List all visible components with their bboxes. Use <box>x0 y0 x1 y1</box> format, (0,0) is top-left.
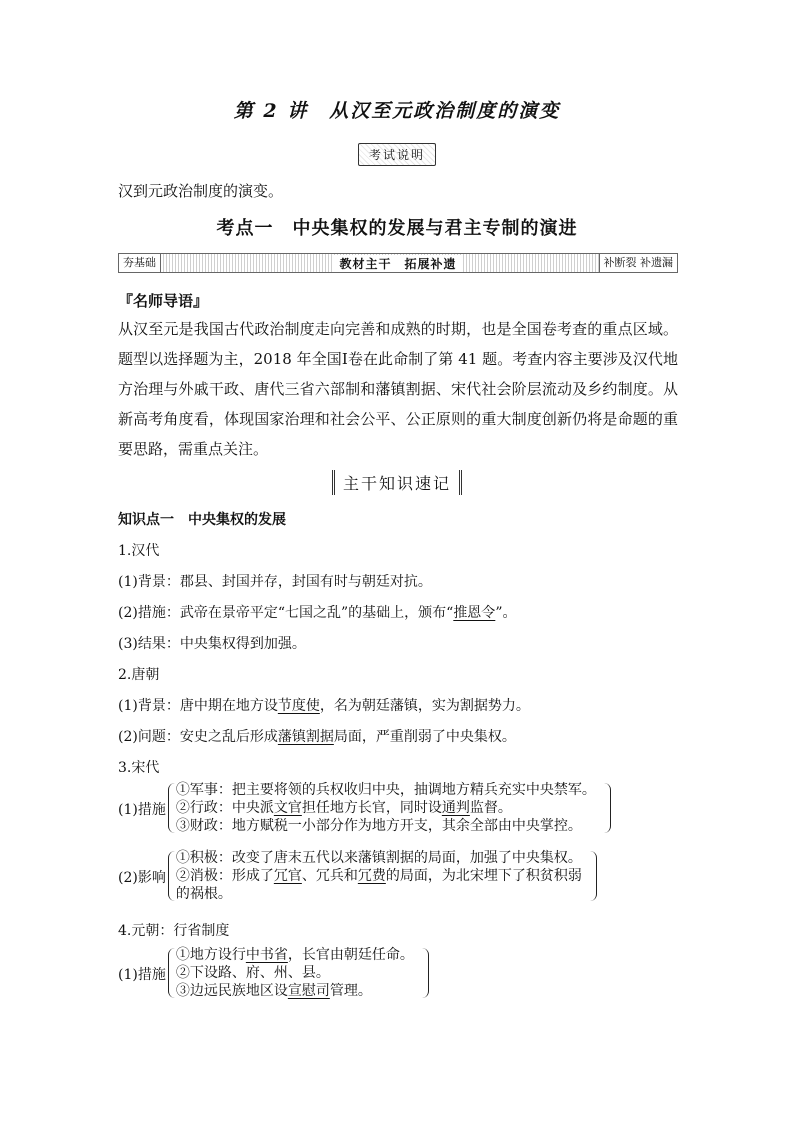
yuan-measures-list <box>176 946 422 1000</box>
tang-heading: 2.唐朝 <box>118 667 160 683</box>
song-measure-military: ①军事：把主要将领的兵权收归中央，抽调地方精兵充实中央禁军。 <box>175 782 596 798</box>
song-m2-text-c: 监督。 <box>469 800 512 816</box>
tang-problem <box>118 726 516 746</box>
tang-bg-text-b: ，名为朝廷藩镇，实为割据势力。 <box>319 698 530 714</box>
han-measures <box>118 602 516 622</box>
yuan-measure-2: ②下设路、府、州、县。 <box>175 965 330 981</box>
han-heading: 1.汉代 <box>118 543 160 559</box>
yuan-heading: 4.元朝：行省制度 <box>118 923 230 939</box>
song-m2-key-2: 通判 <box>441 800 470 816</box>
yuan-measures-block <box>118 946 429 1000</box>
song-i2-text-b: 、冗兵和 <box>301 868 358 884</box>
song-measures-block <box>118 781 611 835</box>
tang-problem-text-b: 局面，严重削弱了中央集权。 <box>333 729 516 745</box>
song-i2-key-2: 冗费 <box>357 868 386 884</box>
song-impact-positive: ①积极：改变了唐末五代以来藩镇割据的局面，加强了中央集权。 <box>175 850 582 866</box>
song-impact-list <box>176 849 590 903</box>
yuan-m3-text-a: ③边远民族地区设 <box>175 983 288 999</box>
song-i2-text-c: 的局面，为北宋埋下了积贫积弱 <box>385 868 582 884</box>
yuan-m1-text-b: ，长官由朝廷任命。 <box>287 947 414 963</box>
yuan-measure-1 <box>176 946 414 964</box>
han-measures-key: 推恩令 <box>453 605 496 621</box>
tang-background <box>118 695 530 715</box>
banner-left-label: 夯基础 <box>119 254 161 272</box>
song-i2-text-a: ②消极：形成了 <box>175 868 274 884</box>
song-m2-text-a: ②行政：中央派 <box>175 800 274 816</box>
song-impact-label: (2)影响 <box>118 870 166 886</box>
song-impact-negative-cont: 的祸根。 <box>175 886 232 902</box>
left-brace <box>168 948 175 998</box>
badge-wrap <box>0 143 794 166</box>
song-impact-block <box>118 849 597 903</box>
left-brace <box>168 783 175 833</box>
exam-description-badge: 考试说明 <box>358 143 436 166</box>
right-brace <box>422 948 429 998</box>
yuan-m1-key: 中书省 <box>245 947 288 963</box>
yuan-m3-text-b: 管理。 <box>329 983 372 999</box>
guide-paragraph: 从汉至元是我国古代政治制度走向完善和成熟的时期，也是全国卷考查的重点区域。题型以选择题为主，2018 年全国Ⅰ卷在此命制了第 41 题。考查内容主要涉及汉代地方治理与外戚干政、唐代三省六部制和藩镇割据、宋代社会阶层流动及乡约制度。从新高考角度看，体现国家治理和社会公平、公正原则的重大制度创新仍将是命题的重要思路，需重点关注。 <box>118 320 678 458</box>
left-brace <box>168 851 175 901</box>
yuan-m1-text-a: ①地方设行 <box>175 947 246 963</box>
song-measure-finance: ③财政：地方赋税一小部分作为地方开支，其余全部由中央掌控。 <box>175 818 582 834</box>
yuan-measures-label: (1)措施 <box>118 967 166 983</box>
song-heading: 3.宋代 <box>118 760 160 776</box>
sub-banner-wrap <box>0 470 794 495</box>
knowledge-point-title: 知识点一 中央集权的发展 <box>118 512 286 528</box>
intro-text: 汉到元政治制度的演变。 <box>118 182 284 200</box>
banner-middle-label: 教材主干 拓展补遗 <box>333 255 462 272</box>
song-m2-key-1: 文官 <box>273 800 302 816</box>
song-measures-list <box>176 781 604 835</box>
tang-problem-text-a: (2)问题：安史之乱后形成 <box>118 729 278 745</box>
section-title: 考点一 中央集权的发展与君主专制的演进 <box>216 218 578 239</box>
song-m2-text-b: 担任地方长官，同时设 <box>301 800 442 816</box>
song-measures-label: (1)措施 <box>118 802 166 818</box>
han-measures-text-a: (2)措施：武帝在景帝平定“七国之乱”的基础上，颁布“ <box>118 605 454 621</box>
yuan-measure-3 <box>176 982 414 1000</box>
guide-label: 『名师导语』 <box>118 292 209 310</box>
tang-bg-text-a: (1)背景：唐中期在地方设 <box>118 698 278 714</box>
section-banner <box>118 253 678 273</box>
lecture-title: 第 2 讲 从汉至元政治制度的演变 <box>233 100 561 122</box>
song-measure-administration <box>176 799 596 817</box>
banner-right-label: 补断裂 补遗漏 <box>599 254 678 272</box>
tang-bg-key: 节度使 <box>277 698 320 714</box>
right-brace <box>604 783 611 833</box>
han-background: (1)背景：郡县、封国并存，封国有时与朝廷对抗。 <box>118 574 432 590</box>
tang-problem-key: 藩镇割据 <box>277 729 334 745</box>
yuan-m3-key: 宣慰司 <box>287 983 330 999</box>
han-result: (3)结果：中央集权得到加强。 <box>118 636 306 652</box>
song-i2-key-1: 冗官 <box>273 868 302 884</box>
knowledge-banner: 主干知识速记 <box>332 470 462 495</box>
han-measures-text-b: ”。 <box>495 605 517 621</box>
right-brace <box>590 851 597 901</box>
song-impact-negative <box>176 867 582 885</box>
